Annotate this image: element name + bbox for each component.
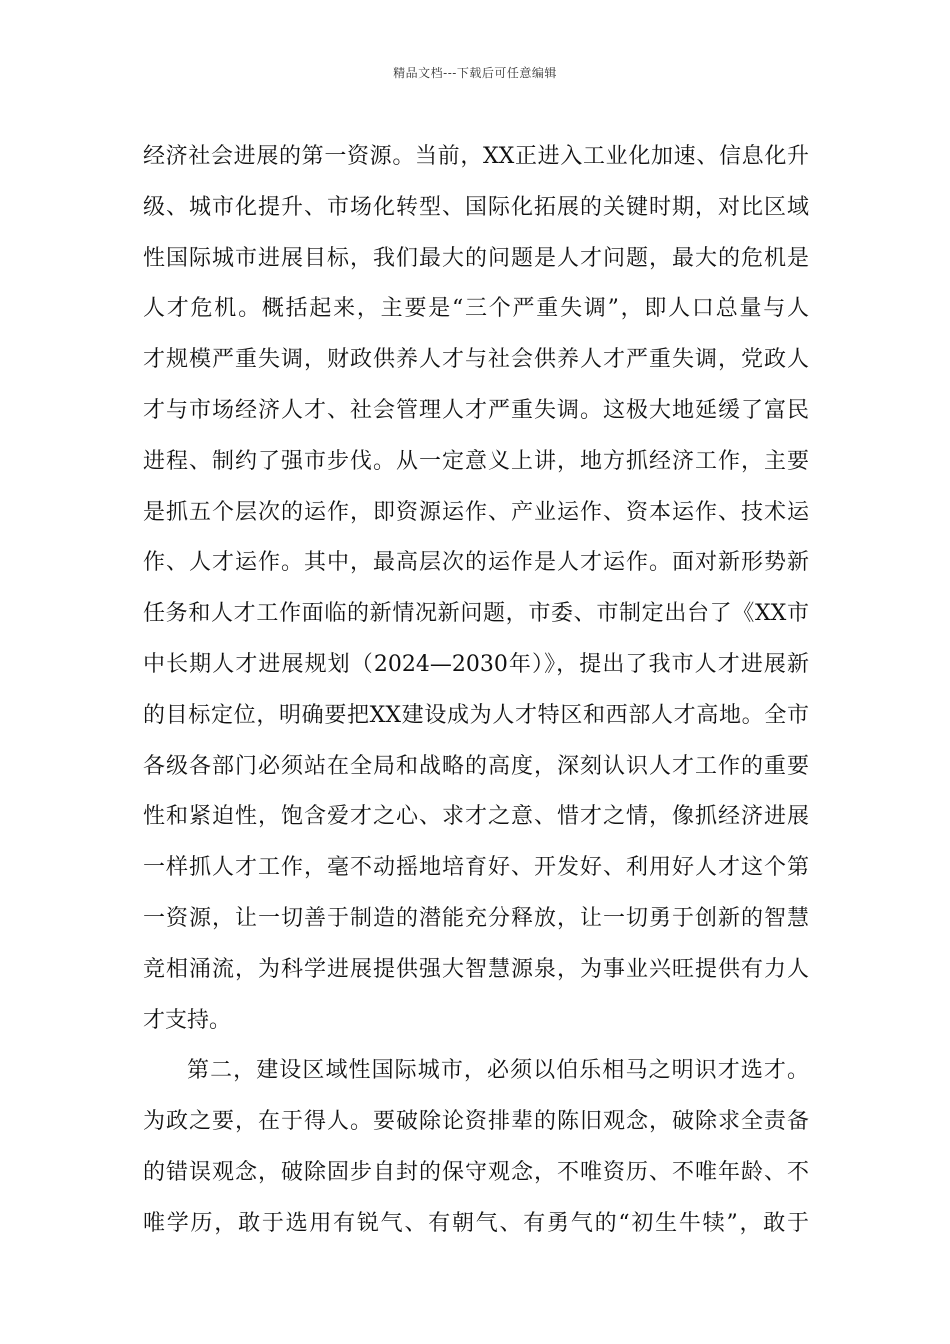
body-line: 性和紧迫性，饱含爱才之心、求才之意、惜才之情，像抓经济进展 bbox=[143, 804, 809, 830]
body-line: 经济社会进展的第一资源。当前，XX正进入工业化加速、信息化升 bbox=[143, 144, 809, 169]
body-line: 才规模严重失调，财政供养人才与社会供养人才严重失调，党政人 bbox=[143, 347, 809, 373]
body-line: 级、城市化提升、市场化转型、国际化拓展的关键时期，对比区域 bbox=[143, 194, 809, 220]
page-header: 精品文档---下载后可任意编辑 bbox=[393, 66, 557, 80]
body-line: 作、人才运作。其中，最高层次的运作是人才运作。面对新形势新 bbox=[143, 550, 809, 576]
body-line: 性国际城市进展目标，我们最大的问题是人才问题，最大的危机是 bbox=[143, 245, 809, 271]
body-line: 中长期人才进展规划（2024—2030年）》，提出了我市人才进展新 bbox=[143, 651, 809, 677]
body-line: 任务和人才工作面临的新情况新问题，市委、市制定出台了《XX市 bbox=[143, 601, 809, 627]
body-line: 人才危机。概括起来，主要是“三个严重失调”，即人口总量与人 bbox=[143, 296, 809, 322]
document-body bbox=[143, 132, 809, 1250]
section-heading-line: 第二，建设区域性国际城市，必须以伯乐相马之明识才选才。 bbox=[187, 1058, 809, 1084]
body-line: 唯学历，敢于选用有锐气、有朝气、有勇气的“初生牛犊”，敢于 bbox=[143, 1210, 809, 1236]
body-line: 才支持。 bbox=[143, 1007, 232, 1033]
body-line: 的错误观念，破除固步自封的保守观念，不唯资历、不唯年龄、不 bbox=[143, 1159, 809, 1185]
body-line: 进程、制约了强市步伐。从一定意义上讲，地方抓经济工作，主要 bbox=[143, 448, 809, 474]
body-line: 为政之要，在于得人。要破除论资排辈的陈旧观念，破除求全责备 bbox=[143, 1109, 809, 1135]
body-line: 是抓五个层次的运作，即资源运作、产业运作、资本运作、技术运 bbox=[143, 499, 809, 525]
body-line: 的目标定位，明确要把XX建设成为人才特区和西部人才高地。全市 bbox=[143, 702, 809, 728]
body-line: 才与市场经济人才、社会管理人才严重失调。这极大地延缓了富民 bbox=[143, 397, 809, 423]
body-line: 一样抓人才工作，毫不动摇地培育好、开发好、利用好人才这个第 bbox=[143, 855, 809, 881]
body-line: 一资源，让一切善于制造的潜能充分释放，让一切勇于创新的智慧 bbox=[143, 905, 809, 931]
body-line: 各级各部门必须站在全局和战略的高度，深刻认识人才工作的重要 bbox=[143, 753, 809, 779]
body-line: 竞相涌流，为科学进展提供强大智慧源泉，为事业兴旺提供有力人 bbox=[143, 956, 809, 982]
